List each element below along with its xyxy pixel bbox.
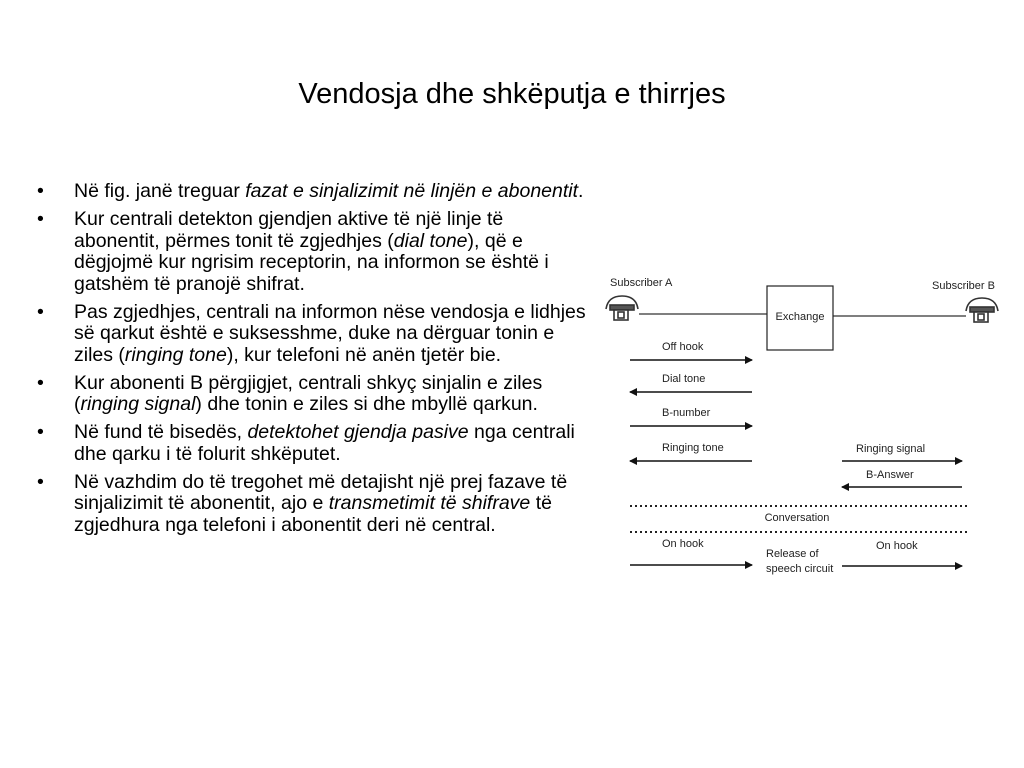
bullet-text: nga centrali dhe qarku i të folurit shkëputet. <box>74 421 575 465</box>
bullet-text: Në fig. janë treguar <box>74 180 246 202</box>
bullet-dot-icon: • <box>37 208 44 230</box>
bullet-item <box>30 181 590 203</box>
conversation-label: Conversation <box>764 512 830 524</box>
release-label-line2: speech circuit <box>766 563 834 575</box>
release-label-line1: Release of <box>766 548 819 560</box>
on-hook-a-label: On hook <box>662 538 704 550</box>
bullet-text: Kur centrali detekton gjendjen aktive të një linje të abonentit, përmes tonit të zgjedhjes ( <box>74 208 504 252</box>
bullet-dot-icon: • <box>37 371 44 394</box>
bullet-emphasis: dial tone <box>393 229 468 252</box>
signaling-diagram <box>600 268 1000 588</box>
bullet-emphasis: ringing tone <box>124 343 227 366</box>
subscriber-b-label: Subscriber B <box>932 280 995 292</box>
bullet-emphasis: transmetimit të shifrave <box>328 492 531 514</box>
bullet-text: Në vazhdim do të tregohet më detajisht një prej fazave të sinjalizimit të abonentit, ajo e <box>74 470 568 514</box>
bullet-item <box>30 422 590 465</box>
slide-title: Vendosja dhe shkëputja e thirrjes <box>298 78 726 110</box>
bullet-text: Kur abonenti B përgjigjet, centrali shkyç sinjalin e ziles ( <box>74 371 543 415</box>
bullet-emphasis: ringing signal <box>80 393 196 415</box>
b-number-label: B-number <box>662 407 711 419</box>
bullet-text: ), kur telefoni në anën tjetër bie. <box>226 343 502 366</box>
bullet-item <box>30 472 590 537</box>
bullet-list <box>30 181 590 543</box>
ringing-signal-label: Ringing signal <box>856 443 926 455</box>
subscriber-b-phone-icon <box>966 298 998 322</box>
dial-tone-label: Dial tone <box>662 373 706 385</box>
bullet-dot-icon: • <box>37 421 44 443</box>
off-hook-label: Off hook <box>662 341 704 353</box>
bullet-text: . <box>578 180 584 202</box>
bullet-text: ) dhe tonin e ziles si dhe mbyllë qarkun. <box>195 393 538 415</box>
subscriber-a-label: Subscriber A <box>610 277 673 289</box>
bullet-text: Pas zgjedhjes, centrali na informon nëse vendosja e lidhjes së qarkut është e suksesshme, duke na dërguar tonin e ziles ( <box>74 300 586 366</box>
bullet-emphasis: detektohet gjendja pasive <box>247 421 469 443</box>
bullet-item <box>30 302 590 367</box>
bullet-text: ), që e dëgjojmë kur ngrisim receptorin, na informon se është i gatshëm të pranojë shifrat. <box>74 229 549 295</box>
bullet-text: të zgjedhura nga telefoni i abonentit deri në central. <box>74 492 552 536</box>
bullet-dot-icon: • <box>37 470 44 493</box>
on-hook-b-label: On hook <box>876 540 918 552</box>
ringing-tone-label: Ringing tone <box>662 442 724 454</box>
bullet-emphasis: fazat e sinjalizimit në linjën e abonentit <box>245 180 579 202</box>
exchange-label: Exchange <box>775 311 825 323</box>
b-answer-label: B-Answer <box>866 469 914 481</box>
subscriber-a-phone-icon <box>606 296 638 320</box>
bullet-item <box>30 209 590 295</box>
bullet-dot-icon: • <box>37 180 44 202</box>
bullet-text: Në fund të bisedës, <box>74 421 248 443</box>
bullet-item <box>30 373 590 416</box>
bullet-dot-icon: • <box>37 300 44 323</box>
